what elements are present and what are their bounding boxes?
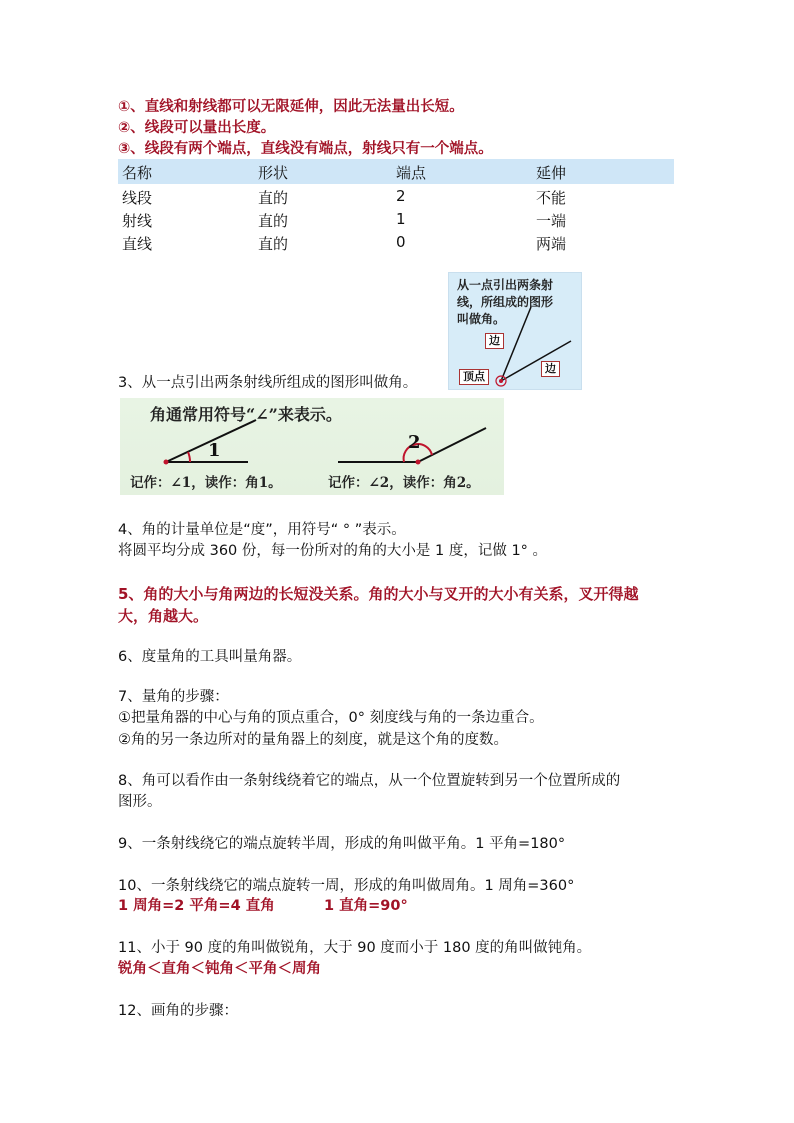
item-4-line2: 将圆平均分成 360 份，每一份所对的角的大小是 1 度，记做 1° 。 bbox=[118, 543, 548, 559]
caption-line: 线，所组成的图形 bbox=[457, 295, 554, 309]
point-1: ①、直线和射线都可以无限延伸，因此无法量出长短。 bbox=[118, 99, 464, 115]
header-cell: 形状 bbox=[258, 164, 289, 182]
table-row bbox=[118, 184, 674, 207]
angle1-note: 记作：∠1，读作：角1。 bbox=[130, 475, 282, 491]
angle2-ray bbox=[418, 428, 486, 462]
header-cell: 端点 bbox=[396, 164, 427, 182]
line-comparison-table bbox=[118, 159, 674, 253]
table-cell: 直的 bbox=[258, 189, 289, 207]
item-11-order: 锐角＜直角＜钝角＜平角＜周角 bbox=[118, 961, 321, 977]
item-10-relation2: 1 直角=90° bbox=[324, 898, 408, 914]
item-5-line1: 5、角的大小与角两边的长短没关系。角的大小与叉开的大小有关系，叉开得越 bbox=[118, 585, 639, 603]
item-6: 6、度量角的工具叫量角器。 bbox=[118, 649, 302, 665]
table-cell: 直的 bbox=[258, 212, 289, 230]
angle-definition-figure bbox=[448, 272, 582, 390]
item-11: 11、小于 90 度的角叫做锐角，大于 90 度而小于 180 度的角叫做钝角。 bbox=[118, 940, 592, 956]
angle2-note: 记作：∠2，读作：角2。 bbox=[328, 475, 480, 491]
angle-symbol-figure bbox=[120, 398, 504, 495]
ray-line bbox=[501, 307, 531, 381]
angle1-number: 1 bbox=[208, 440, 221, 461]
angle2-vertex bbox=[416, 460, 421, 465]
side-label: 边 bbox=[485, 333, 504, 349]
item-7: 7、量角的步骤： bbox=[118, 689, 229, 705]
angle1-arc bbox=[188, 452, 190, 462]
item-12: 12、画角的步骤： bbox=[118, 1003, 238, 1019]
item-7-step1: ①把量角器的中心与角的顶点重合，0° 刻度线与角的一条边重合。 bbox=[118, 710, 544, 726]
table-cell: 射线 bbox=[122, 212, 153, 230]
ray-line bbox=[501, 341, 571, 381]
item-9: 9、一条射线绕它的端点旋转半周，形成的角叫做平角。1 平角=180° bbox=[118, 836, 566, 852]
item-8-line1: 8、角可以看作由一条射线绕着它的端点，从一个位置旋转到另一个位置所成的 bbox=[118, 773, 621, 789]
point-3: ③、线段有两个端点，直线没有端点，射线只有一个端点。 bbox=[118, 141, 493, 157]
table-row bbox=[118, 230, 674, 253]
table-cell: 直线 bbox=[122, 235, 153, 253]
side-label: 边 bbox=[541, 361, 560, 377]
item-10: 10、一条射线绕它的端点旋转一周，形成的角叫做周角。1 周角=360° bbox=[118, 878, 575, 894]
caption-line: 从一点引出两条射 bbox=[457, 278, 554, 292]
vertex-label: 顶点 bbox=[459, 369, 489, 385]
table-header-row bbox=[118, 159, 674, 184]
item-3: 3、从一点引出两条射线所组成的图形叫做角。 bbox=[118, 375, 418, 391]
table-row bbox=[118, 207, 674, 230]
table-cell: 不能 bbox=[536, 189, 567, 207]
caption-line: 叫做角。 bbox=[457, 312, 506, 326]
vertex-dot bbox=[499, 379, 503, 383]
angle1-vertex bbox=[164, 460, 169, 465]
header-cell: 延伸 bbox=[536, 164, 567, 182]
item-5-line2: 大，角越大。 bbox=[118, 607, 209, 625]
item-4-line1: 4、角的计量单位是“度”，用符号“ ° ”表示。 bbox=[118, 522, 406, 538]
table-cell: 一端 bbox=[536, 212, 567, 230]
table-cell: 两端 bbox=[536, 235, 567, 253]
header-cell: 名称 bbox=[122, 164, 153, 182]
angle2-number: 2 bbox=[408, 432, 421, 453]
table-cell: 线段 bbox=[122, 189, 153, 207]
table-cell: 1 bbox=[396, 210, 406, 228]
item-8-line2: 图形。 bbox=[118, 794, 162, 810]
point-2: ②、线段可以量出长度。 bbox=[118, 120, 276, 136]
table-cell: 0 bbox=[396, 233, 406, 251]
table-cell: 2 bbox=[396, 187, 406, 205]
table-cell: 直的 bbox=[258, 235, 289, 253]
item-10-relation1: 1 周角=2 平角=4 直角 bbox=[118, 898, 275, 914]
figure-caption: 角通常用符号“∠”来表示。 bbox=[150, 405, 342, 424]
item-7-step2: ②角的另一条边所对的量角器上的刻度，就是这个角的度数。 bbox=[118, 732, 508, 748]
